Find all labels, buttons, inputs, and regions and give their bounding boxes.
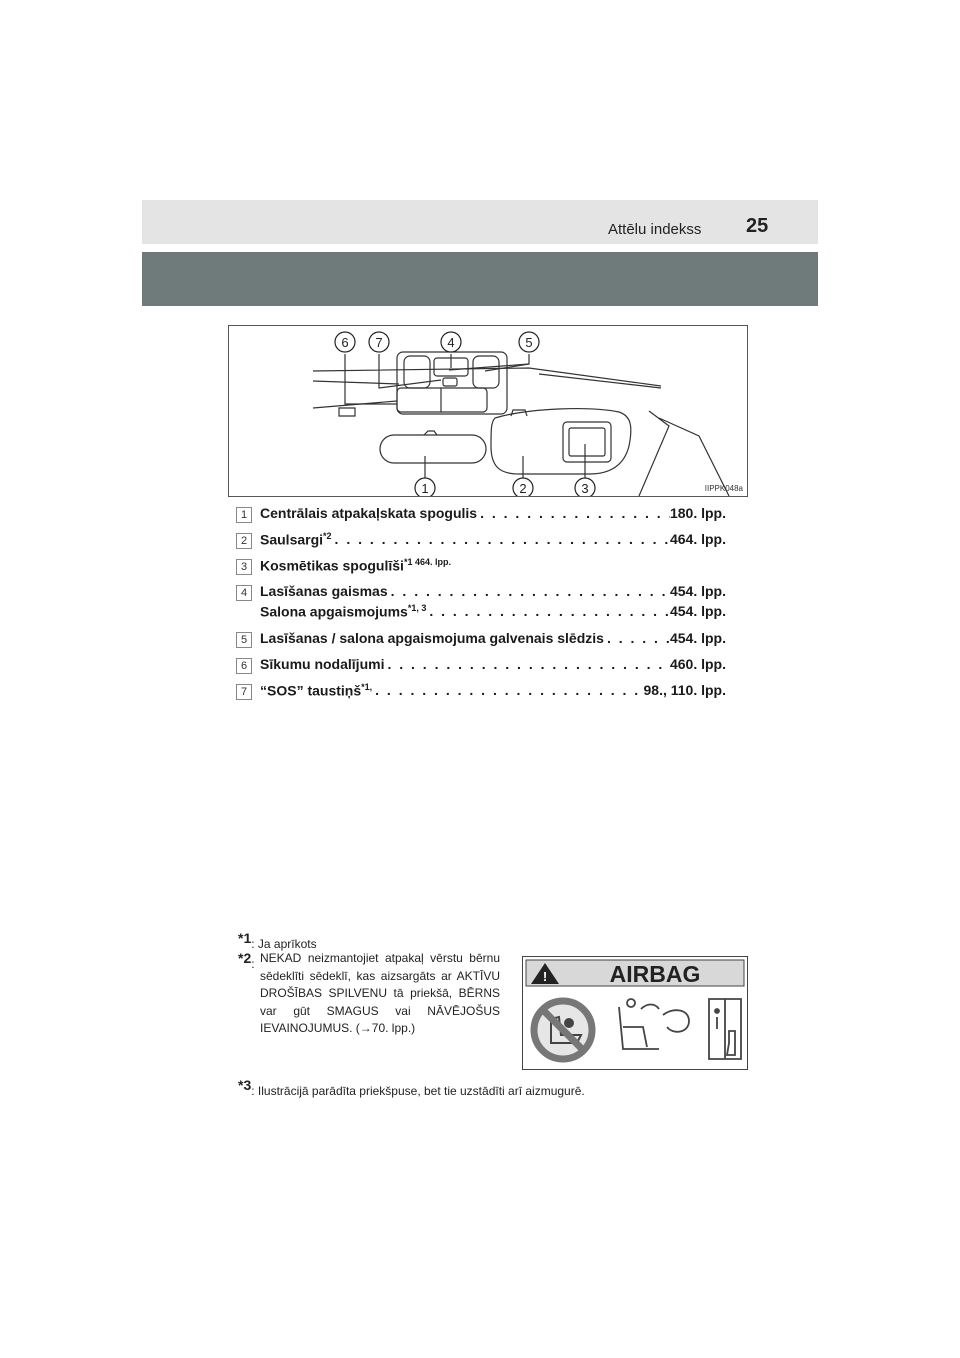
no-rear-facing-seat-icon xyxy=(534,1001,592,1059)
item-label: Lasīšanas / salona apgaismojuma galvenais slēdzis xyxy=(260,630,604,646)
item-number: 7 xyxy=(236,684,252,700)
section-title: Attēlu indekss xyxy=(608,221,702,238)
item-page: 98., 110. lpp. xyxy=(643,682,726,698)
footnote-text: : Ilustrācijā parādīta priekšpuse, bet tie uzstādīti arī aizmugurē. xyxy=(251,1084,585,1098)
item-number: 5 xyxy=(236,632,252,648)
item-number: 4 xyxy=(236,585,252,601)
list-item xyxy=(236,531,726,557)
callout-text-7: 7 xyxy=(375,335,383,350)
item-label: Lasīšanas gaismas xyxy=(260,583,388,599)
list-item xyxy=(236,557,726,583)
manual-reference-icon xyxy=(709,999,741,1059)
airbag-title: AIRBAG xyxy=(609,961,701,987)
header-bar xyxy=(142,200,818,244)
index-list xyxy=(236,505,726,708)
item-number: 1 xyxy=(236,507,252,523)
footnote-1 xyxy=(238,930,317,951)
footnote-3 xyxy=(238,1077,585,1098)
footnote-text: NEKAD neizmantojiet atpakaļ vērstu bērnu sēdeklīti sēdeklī, kas aizsargāts ar AKTĪVU DROŠĪBAS SPILVENU tā priekšā, BĒRNS var gūt SMAGUS vai NĀVĒJOŠUS IEVAINOJUMUS. (→70. lpp.) xyxy=(260,951,500,1035)
item-page: 460. lpp. xyxy=(669,656,726,672)
item-footnote-ref: *1, 3 xyxy=(407,603,427,613)
item-label: Centrālais atpakaļskata spogulis xyxy=(260,505,478,521)
callout-text-3: 3 xyxy=(581,481,589,496)
item-number: 2 xyxy=(236,533,252,549)
item-label: Saulsargi xyxy=(260,531,324,548)
item-page: 454. lpp. xyxy=(669,583,726,599)
list-item xyxy=(236,583,726,630)
footnote-mark: *1 xyxy=(238,930,252,946)
callout-text-6: 6 xyxy=(341,335,349,350)
list-item xyxy=(236,505,726,531)
footnote-text: : Ja aprīkots xyxy=(251,937,317,951)
airbag-warning-label xyxy=(522,956,748,1070)
list-item xyxy=(236,656,726,682)
item-footnote-ref: *1, xyxy=(361,682,373,692)
footnote-2 xyxy=(238,950,500,1038)
header-band xyxy=(142,252,818,306)
interior-illustration xyxy=(228,325,748,497)
svg-text:!: ! xyxy=(542,969,548,984)
footnote-colon: : xyxy=(251,957,255,971)
item-number: 3 xyxy=(236,559,252,575)
item-page: 454. lpp. xyxy=(669,630,726,646)
item-footnote-ref: *2 xyxy=(323,531,332,541)
item-label: Kosmētikas spogulīši xyxy=(260,557,404,574)
list-item xyxy=(236,630,726,656)
callout-text-4: 4 xyxy=(447,335,455,350)
item-label: “SOS” taustiņš xyxy=(260,682,362,699)
airbag-warning-graphic xyxy=(523,957,747,1069)
item-number: 6 xyxy=(236,658,252,674)
item-label-secondary: Salona apgaismojums xyxy=(260,603,408,620)
page-number: 25 xyxy=(746,215,769,237)
item-page: 464. lpp. xyxy=(669,531,726,547)
item-page-secondary: 454. lpp. xyxy=(669,603,726,619)
figure-code: IIPPK048a xyxy=(704,484,743,493)
callout-text-5: 5 xyxy=(525,335,533,350)
item-footnote-ref: *1 464. lpp. xyxy=(403,557,451,567)
item-page: 180. lpp. xyxy=(669,505,726,521)
callout-text-1: 1 xyxy=(421,481,429,496)
callout-text-2: 2 xyxy=(519,481,527,496)
list-item xyxy=(236,682,726,708)
item-label: Sīkumu nodalījumi xyxy=(260,656,385,672)
footnote-mark: *3 xyxy=(238,1077,252,1093)
overhead-console-drawing xyxy=(229,326,747,496)
seat-airbag-deploy-icon xyxy=(619,999,689,1049)
footnote-mark: *2 xyxy=(238,950,252,966)
